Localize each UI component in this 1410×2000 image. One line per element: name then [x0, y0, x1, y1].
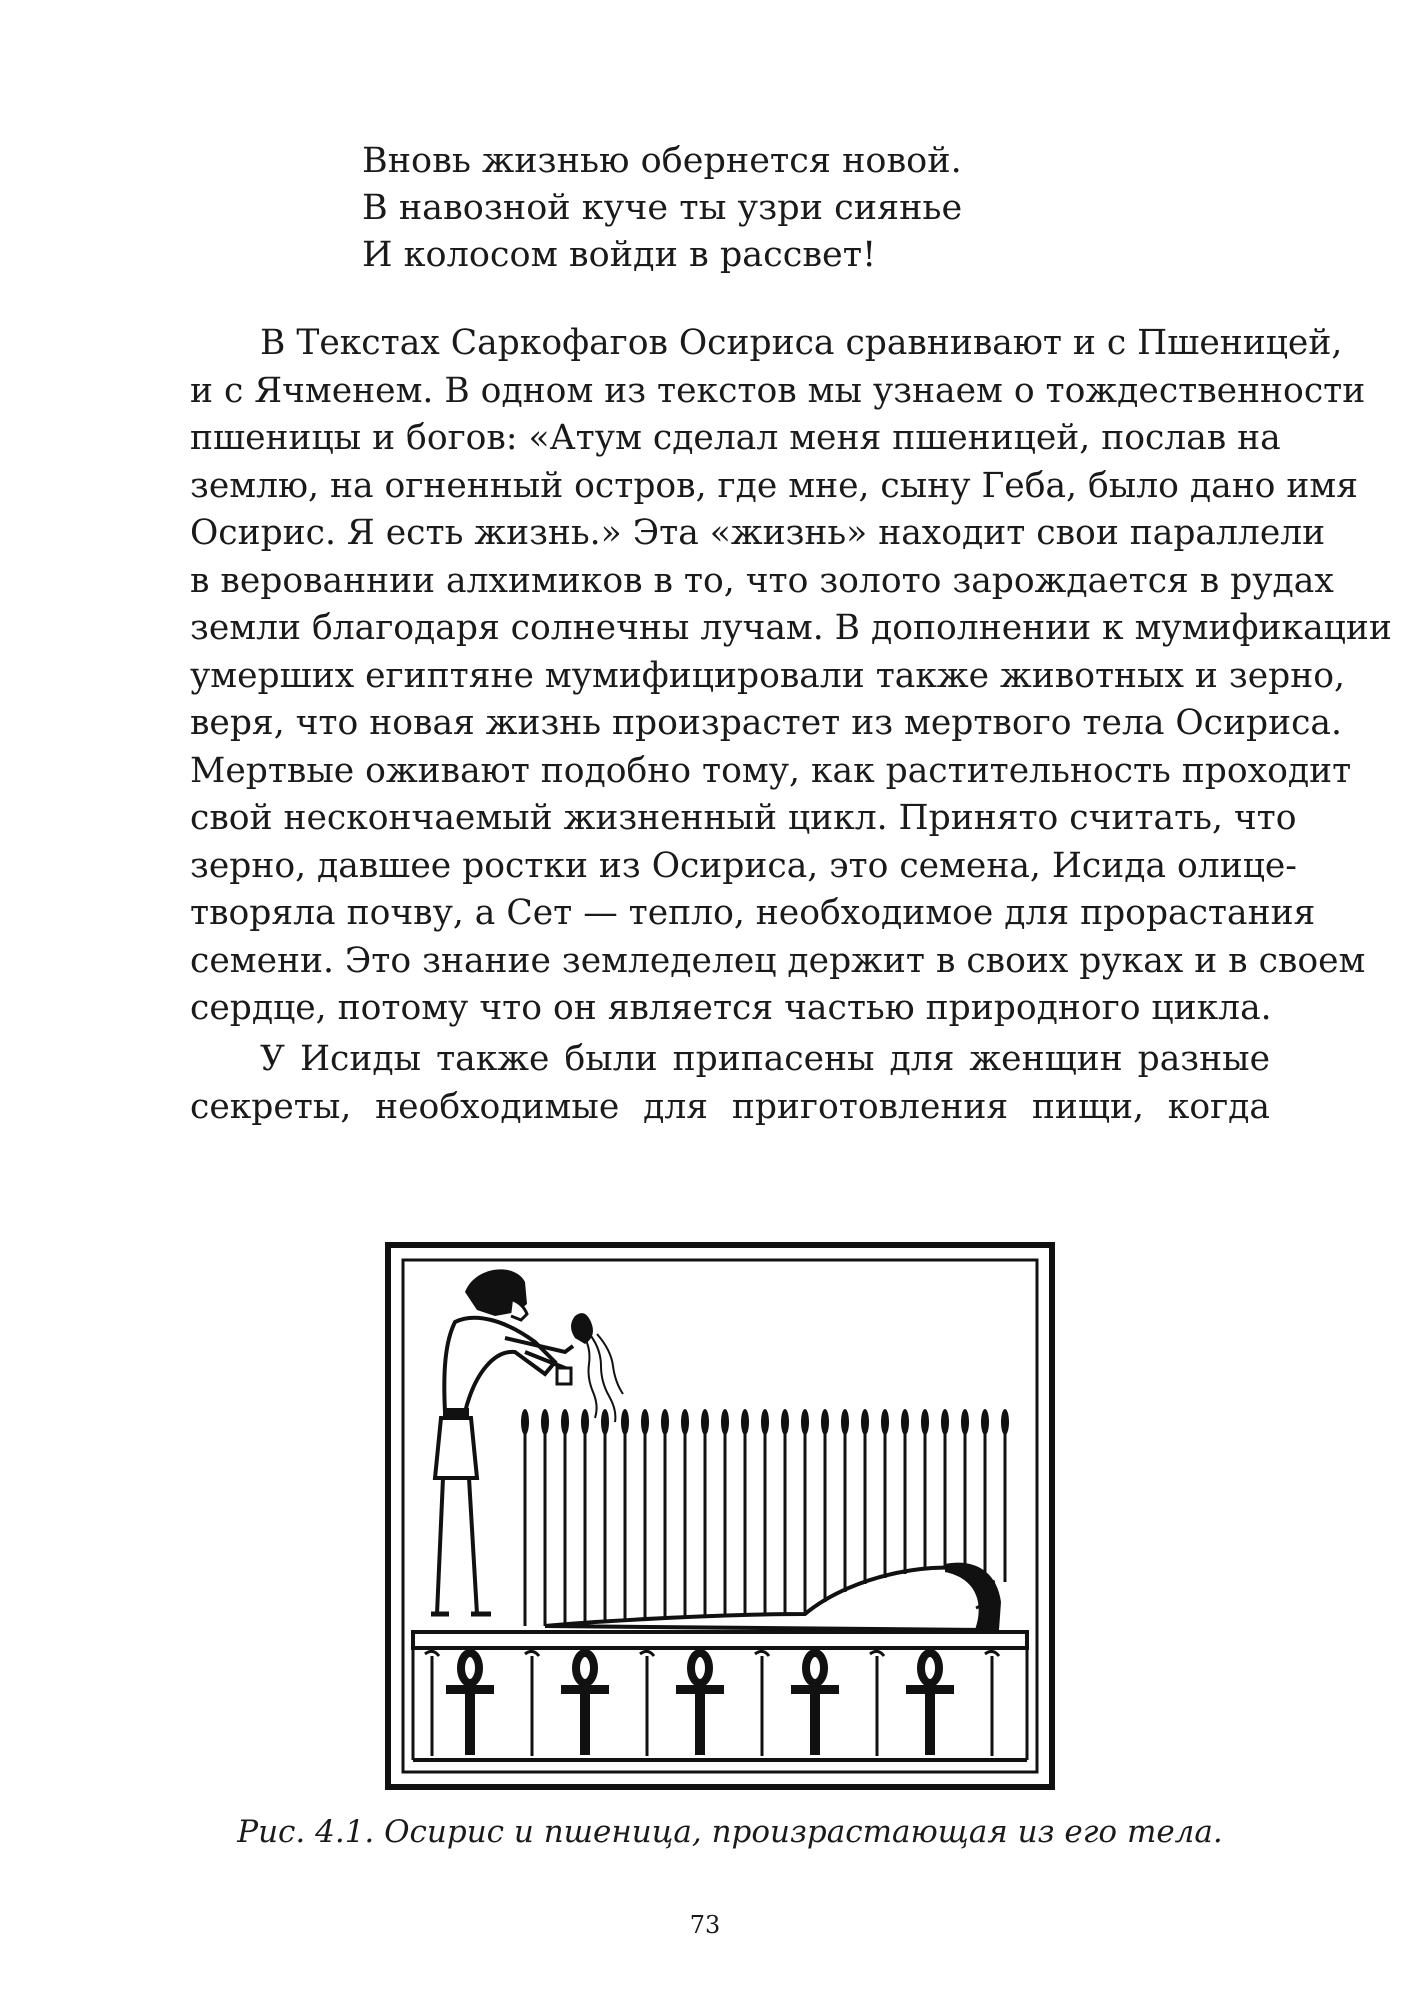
text-line: землю, на огненный остров, где мне, сыну Геба, было дано имя	[190, 465, 1359, 506]
text-line: секреты, необходимые для приготовления пищи, когда	[190, 1086, 1270, 1127]
ankh-icon	[446, 1653, 494, 1755]
text-line: У Исиды также были припасены для женщин разные	[260, 1039, 1270, 1079]
text-line: творяла почву, а Сет — тепло, необходимое для прорастания	[190, 893, 1316, 933]
paragraph-isis-secrets	[190, 1036, 1270, 1131]
poem-line: Вновь жизнью обернется новой.	[362, 141, 962, 181]
poem-line: В навозной куче ты узри сиянье	[362, 188, 963, 228]
osiris-mummy	[545, 1568, 997, 1630]
wheat-ears	[521, 1409, 1009, 1435]
figure-caption: Рис. 4.1. Осирис и пшеница, произрастающая из его тела.	[237, 1814, 1223, 1850]
text-line: свой нескончаемый жизненный цикл. Принято считать, что	[190, 798, 1297, 838]
text-line: земли благодаря солнечны лучам. В дополнении к мумификации	[190, 608, 1392, 648]
text-line: и с Ячменем. В одном из текстов мы узнаем о тождественности	[190, 370, 1366, 411]
page-number: 73	[689, 1911, 721, 1939]
text-line: Мертвые оживают подобно тому, как растительность проходит	[190, 750, 1352, 791]
priest-figure	[431, 1269, 573, 1614]
osiris-wheat-drawing	[385, 1242, 1055, 1790]
text-line: умерших египтяне мумифицировали также животных и зерно,	[190, 655, 1345, 696]
water-stream	[585, 1334, 623, 1422]
poem-stanza	[362, 138, 1062, 279]
bier-top	[413, 1632, 1027, 1648]
text-line: в верованнии алхимиков в то, что золото зарождается в рудах	[190, 560, 1334, 601]
ankh-icon	[676, 1653, 724, 1755]
text-line: зерно, давшее ростки из Осириса, это семена, Исида олице-	[190, 845, 1297, 886]
text-line: семени. Это знание земледелец держит в своих руках и в своем	[190, 940, 1366, 981]
ankh-icon	[791, 1653, 839, 1755]
poem-line: И колосом войди в рассвет!	[362, 235, 877, 275]
text-line: веря, что новая жизнь произрастет из мертвого тела Осириса.	[190, 703, 1342, 743]
text-line: пшеницы и богов: «Атум сделал меня пшеницей, послав на	[190, 418, 1281, 458]
text-line: В Текстах Саркофагов Осириса сравнивают и с Пшеницей,	[260, 323, 1343, 363]
figure-osiris-wheat-illustration	[385, 1242, 1055, 1790]
ankh-icon	[561, 1653, 609, 1755]
paragraph-osiris-wheat	[190, 320, 1392, 1033]
ankh-icon	[906, 1653, 954, 1755]
text-line: Осирис. Я есть жизнь.» Эта «жизнь» находит свои параллели	[190, 513, 1326, 553]
text-line: сердце, потому что он является частью природного цикла.	[190, 988, 1272, 1028]
